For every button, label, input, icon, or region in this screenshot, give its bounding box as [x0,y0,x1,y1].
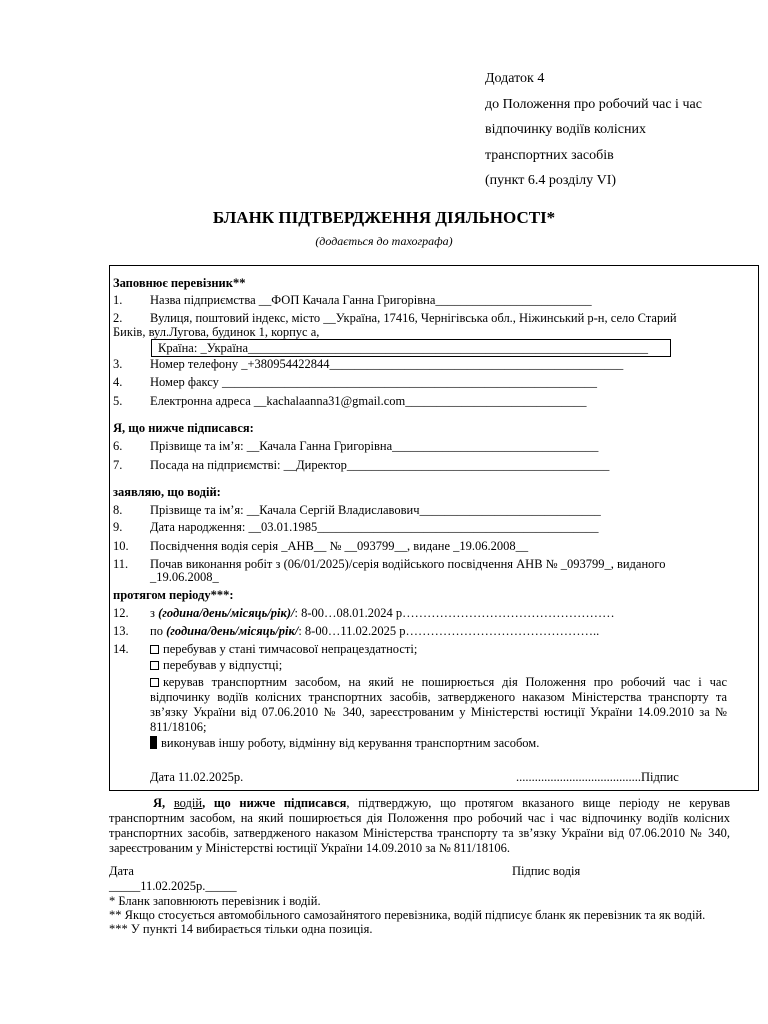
appendix-reference [485,66,765,194]
appendix-line: транспортних засобів [485,147,614,163]
document-title: БЛАНК ПІДТВЕРДЖЕННЯ ДІЯЛЬНОСТІ* [212,208,556,227]
driver-birthdate-field[interactable]: Дата народження: __03.01.1985_____________________________________________ [150,520,599,534]
confirmation-text-rest: транспортним засобом, на який поширюється дія Положення про робочий час і час відпочинку водіїв колісних транспортних засобів, затвердженого наказом Міністерства транспорту та зв’язку України від 07.06.2010 № 340, зареєстрованим у Міністерстві юстиції України 14.09.2010 за № 811/18106. [109,811,730,855]
period-from-value: : 8-00…08.01.2024 р…………………………………………… [294,606,615,620]
option-sick-leave[interactable] [150,642,417,657]
work-start-field-continued[interactable]: _19.06.2008_ [150,570,219,584]
address-field[interactable]: Вулиця, поштовий індекс, місто __Україна, 17416, Чернігівська обл., Ніжинський р-н, село Старий [150,311,677,325]
checkbox-icon[interactable] [150,678,159,687]
bottom-date-value[interactable]: _____11.02.2025р._____ [109,879,237,893]
confirmation-driver-word: водій [173,796,203,810]
item-number: 13. [113,624,129,638]
address-field-continued[interactable]: Биків, вул.Лугова, будинок 1, корпус а, [113,325,320,339]
signer-name-field[interactable]: Прізвище та ім’я: __Качала Ганна Григорівна_________________________________ [150,439,599,453]
confirmation-text: , підтверджую, що протягом вказаного вище періоду не керував [346,796,731,810]
period-to-format-label: (година/день/місяць/рік/ [166,624,299,638]
period-from-field[interactable] [150,606,615,621]
period-from-prefix: з [150,606,159,620]
footnote: * Бланк заповнюють перевізник і водій. [109,894,321,908]
item-number: 10. [113,539,129,553]
footnote: *** У пункті 14 вибирається тільки одна позиція. [109,922,373,936]
work-start-field[interactable]: Почав виконання робіт з (06/01/2025)/серія водійського посвідчення АНВ № _093799_, виданого [150,557,666,571]
appendix-line: (пункт 6.4 розділу VI) [485,173,617,188]
period-to-prefix: по [150,624,167,638]
driver-signature-label: Підпис водія [512,864,581,878]
option-label: перебував у стані тимчасової непрацездатності; [163,642,418,656]
bottom-date-label: Дата [109,864,134,878]
item-number: 12. [113,606,129,620]
item-number: 9. [113,520,123,534]
carrier-heading: Заповнює перевізник** [113,276,246,290]
checkbox-icon[interactable] [150,661,159,670]
signer-heading: Я, що нижче підписався: [113,421,254,435]
country-field[interactable]: Країна: _Україна________________________________________________________________ [151,339,671,357]
box-date: Дата 11.02.2025р. [150,770,244,784]
box-signature-line: ........................................Підпис [516,770,679,784]
period-to-value: : 8-00…11.02.2025 р……………………………………….. [298,624,600,638]
item-number: 6. [113,439,123,453]
driver-confirmation-paragraph [109,796,730,856]
period-from-format-label: (година/день/місяць/рік)/ [158,606,295,620]
confirmation-lead: Я, [153,796,174,810]
fax-field[interactable]: Номер факсу ____________________________________________________________ [150,375,598,389]
item-number: 1. [113,293,123,307]
item-number: 4. [113,375,123,389]
item-number: 7. [113,458,123,472]
checkbox-checked-icon[interactable] [150,736,157,749]
driver-name-field[interactable]: Прізвище та ім’я: __Качала Сергій Владиславович_____________________________ [150,503,601,517]
item-number: 3. [113,357,123,371]
item-number: 8. [113,503,123,517]
document-subtitle: (додається до тахографа) [315,234,453,248]
item-number: 5. [113,394,123,408]
period-heading: протягом періоду***: [113,588,234,602]
driver-license-field[interactable]: Посвідчення водія серія _АНВ__ № __093799__, видане _19.06.2008__ [150,539,529,553]
option-other-work[interactable] [150,736,539,751]
option-label: перебував у відпустці; [163,658,283,672]
confirmation-lead-rest: , що нижче підписався [202,796,347,810]
item-number: 11. [113,557,129,571]
appendix-line: відпочинку водіїв колісних [485,122,646,137]
option-label: керував транспортним засобом, на який не поширюється дія Положення про робочий час і час відпочинку водіїв колісних транспортних засобів, затвердженого наказом Міністерства транспорту та зв’язку України від 07.06.2010 № 340, зареєстрованим у Міністерстві юстиції України 14.09.2010 за № 811/18106; [150,675,727,734]
option-label: виконував іншу роботу, відмінну від керування транспортним засобом. [161,736,540,750]
period-to-field[interactable] [150,624,599,639]
signer-position-field[interactable]: Посада на підприємстві: __Директор__________________________________________ [150,458,610,472]
driver-heading: заявляю, що водій: [113,485,221,499]
option-other-vehicle[interactable] [150,675,727,735]
item-number: 2. [113,311,123,325]
footnote: ** Якщо стосується автомобільного самозайнятого перевізника, водій підписує бланк як перевізник та як водій. [109,908,706,922]
option-vacation[interactable] [150,658,282,673]
phone-field[interactable]: Номер телефону _+380954422844_______________________________________________ [150,357,624,371]
appendix-line: до Положення про робочий час і час [485,96,702,112]
appendix-line: Додаток 4 [485,71,545,86]
checkbox-icon[interactable] [150,645,159,654]
email-field[interactable]: Електронна адреса __kachalaanna31@gmail.com_____________________________ [150,394,587,408]
company-name-field[interactable]: Назва підприємства __ФОП Качала Ганна Григорівна_________________________ [150,293,592,307]
item-number: 14. [113,642,129,656]
